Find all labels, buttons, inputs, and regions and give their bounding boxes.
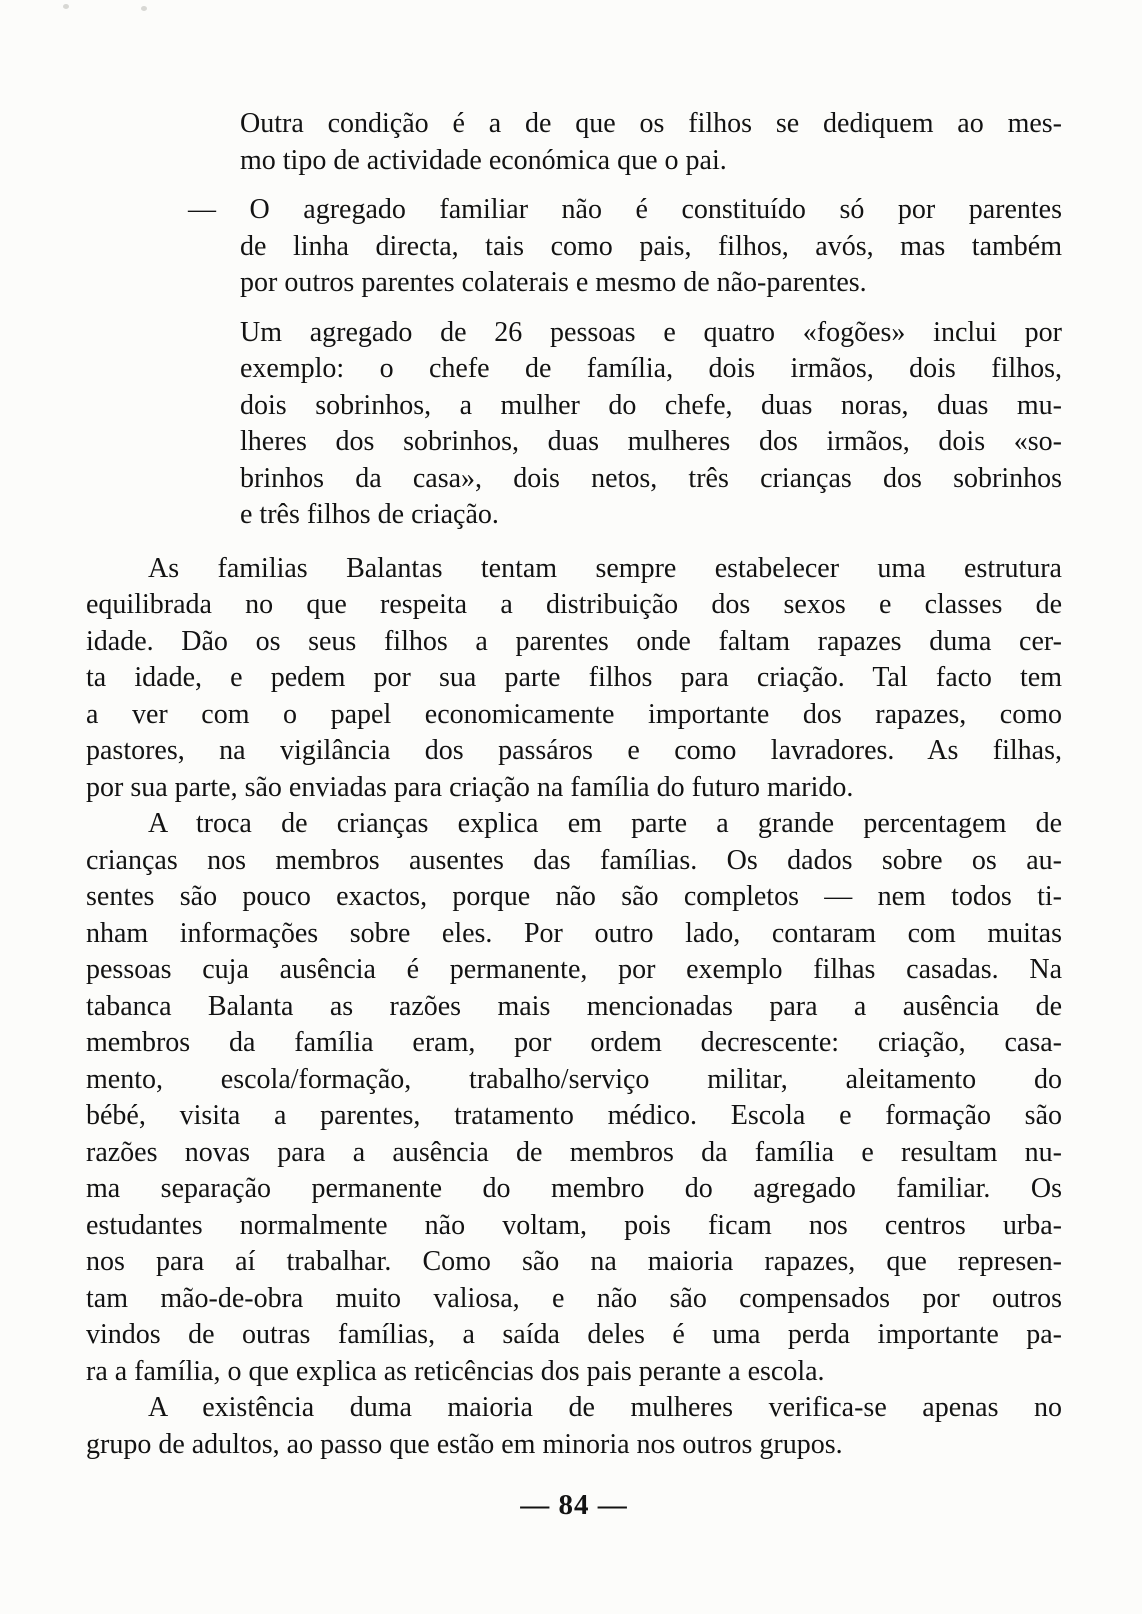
text-column — [86, 106, 1062, 1524]
scan-speck — [141, 6, 147, 11]
text-line: A troca de crianças explica em parte a grande percentagem de — [148, 808, 1062, 839]
text-line: membros da família eram, por ordem decrescente: criação, casa- — [86, 1027, 1062, 1058]
text-line: exemplo: o chefe de família, dois irmãos, dois filhos, — [240, 353, 1062, 384]
text-line: mo tipo de actividade económica que o pai. — [240, 144, 727, 176]
text-line: e três filhos de criação. — [240, 499, 499, 530]
paragraph-child-exchange — [86, 806, 1062, 1390]
text-line: ta idade, e pedem por sua parte filhos para criação. Tal facto tem — [86, 662, 1062, 693]
text-line: tam mão-de-obra muito valiosa, e não são compensados por outros — [86, 1282, 1062, 1314]
text-line: estudantes normalmente não voltam, pois ficam nos centros urba- — [86, 1209, 1062, 1241]
text-line: ma separação permanente do membro do agregado familiar. Os — [86, 1173, 1062, 1204]
text-line: mento, escola/formação, trabalho/serviço militar, aleitamento do — [86, 1063, 1062, 1095]
scan-speck — [63, 4, 69, 9]
text-line: sentes são pouco exactos, porque não são completos — nem todos ti- — [86, 881, 1062, 912]
text-line: brinhos da casa», dois netos, três crianças dos sobrinhos — [240, 462, 1062, 494]
text-line: crianças nos membros ausentes das famílias. Os dados sobre os au- — [86, 844, 1062, 876]
paragraph-female-majority — [86, 1390, 1062, 1463]
text-line: Um agregado de 26 pessoas e quatro «fogões» inclui por — [240, 316, 1062, 348]
text-line: de linha directa, tais como pais, filhos, avós, mas também — [240, 230, 1062, 262]
text-line: por outros parentes colaterais e mesmo de não-parentes. — [240, 267, 867, 298]
text-line: pastores, na vigilância dos passáros e como lavradores. As filhas, — [86, 735, 1062, 766]
text-line: grupo de adultos, ao passo que estão em minoria nos outros grupos. — [86, 1428, 843, 1460]
text-line: vindos de outras famílias, a saída deles é uma perda importante pa- — [86, 1319, 1062, 1350]
text-line: nham informações sobre eles. Por outro lado, contaram com muitas — [86, 917, 1062, 949]
indented-quote-block-1 — [86, 106, 1062, 179]
text-line: lheres dos sobrinhos, duas mulheres dos irmãos, dois «so- — [240, 426, 1062, 457]
text-line: dois sobrinhos, a mulher do chefe, duas noras, duas mu- — [240, 389, 1062, 421]
text-line: por sua parte, são enviadas para criação na família do futuro marido. — [86, 771, 854, 803]
dash-list-item — [86, 192, 1062, 302]
paragraph-balanta-families — [86, 551, 1062, 807]
text-line: nos para aí trabalhar. Como são na maioria rapazes, que represen- — [86, 1246, 1062, 1277]
page-number: — 84 — — [520, 1489, 628, 1521]
text-line: bébé, visita a parentes, tratamento médico. Escola e formação são — [86, 1100, 1062, 1131]
text-line: ra a família, o que explica as reticências dos pais perante a escola. — [86, 1355, 825, 1387]
text-line: a ver com o papel economicamente importante dos rapazes, como — [86, 698, 1062, 730]
text-line: — O agregado familiar não é constituído só por parentes — [188, 194, 1062, 225]
indented-quote-block-2 — [86, 315, 1062, 534]
text-line: razões novas para a ausência de membros da família e resultam nu- — [86, 1136, 1062, 1168]
text-line: equilibrada no que respeita a distribuição dos sexos e classes de — [86, 589, 1062, 620]
text-line: tabanca Balanta as razões mais mencionadas para a ausência de — [86, 990, 1062, 1022]
text-line: Outra condição é a de que os filhos se dediquem ao mes- — [240, 108, 1062, 139]
text-line: idade. Dão os seus filhos a parentes onde faltam rapazes duma cer- — [86, 625, 1062, 657]
text-line: A existência duma maioria de mulheres verifica-se apenas no — [148, 1392, 1062, 1423]
text-line: pessoas cuja ausência é permanente, por exemplo filhas casadas. Na — [86, 954, 1062, 985]
text-line: As familias Balantas tentam sempre estabelecer uma estrutura — [148, 552, 1062, 584]
